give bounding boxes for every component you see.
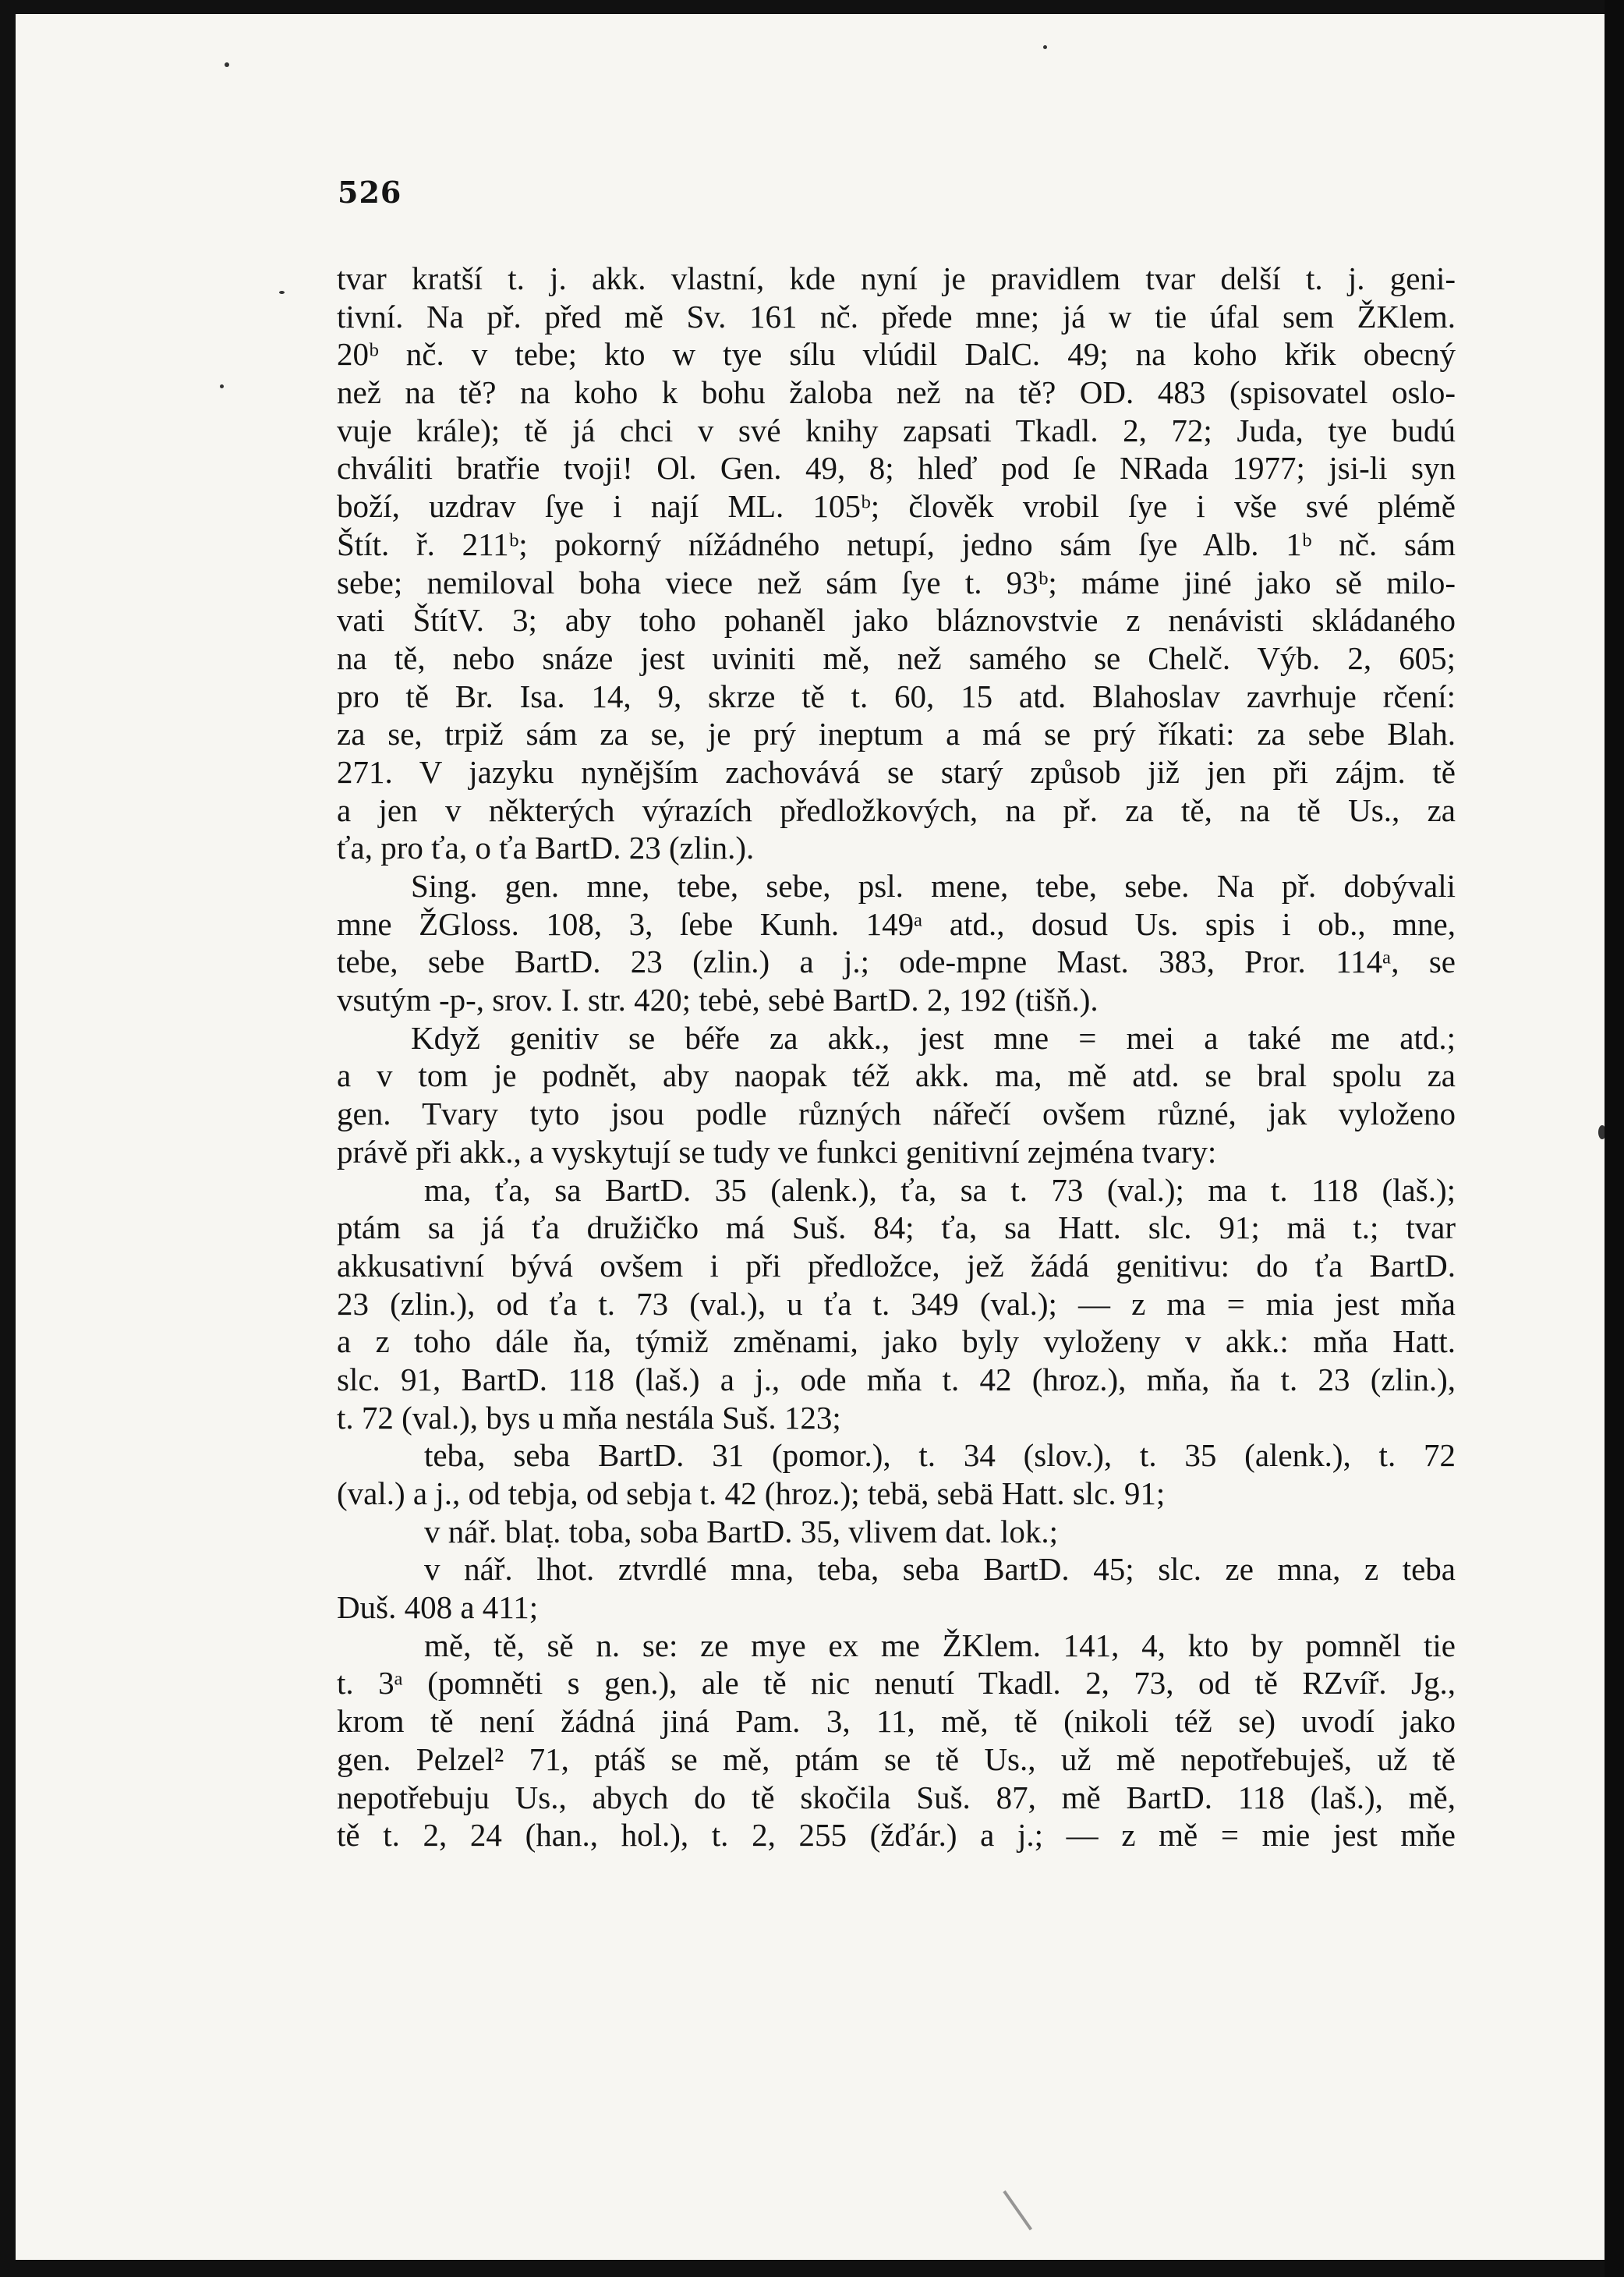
page-number: 526 [338,175,402,210]
text-line: Když genitiv se béře za akk., jest mne = mei a také me atd.; [411,1019,1456,1056]
text-line: 271. V jazyku nynějším zachovává se starý způsob již jen při zájm. tě [337,753,1456,790]
text-line: Duš. 408 a 411; [337,1589,539,1626]
text-line: Štít. ř. 211ᵇ; pokorný nížádného netupí, jedno sám ſye Alb. 1ᵇ nč. sám [337,526,1456,562]
text-line: sebe; nemiloval boha viece než sám ſye t. 93ᵇ; máme jiné jako sě milo- [337,564,1456,600]
text-line: chváliti bratřie tvoji! Ol. Gen. 49, 8; hleď pod ſe NRada 1977; jsi-li syn [337,450,1456,487]
body-text [337,260,1456,1854]
dust-speck [225,62,229,67]
scratch-mark [1003,2190,1032,2230]
text-line: slc. 91, BartD. 118 (laš.) a j., ode mňa t. 42 (hroz.), mňa, ňa t. 23 (zlin.), [337,1361,1456,1397]
text-line: tě t. 2, 24 (han., hol.), t. 2, 255 (žďár.) a j.; — z mě = mie jest mňe [337,1817,1456,1854]
text-line: vati ŠtítV. 3; aby toho pohaněl jako bláznovstvie z nenávisti skládaného [337,602,1456,639]
text-line: v nář. blaṭ. toba, soba BartD. 35, vlivem dat. lok.; [424,1513,1059,1549]
text-line: mne ŽGloss. 108, 3, ſebe Kunh. 149ᵃ atd., dosud Us. spis i ob., mne, [337,905,1456,942]
text-line: 23 (zlin.), od ťa t. 73 (val.), u ťa t. 349 (val.); — z ma = mia jest mňa [337,1285,1456,1322]
text-line: teba, seba BartD. 31 (pomor.), t. 34 (slov.), t. 35 (alenk.), t. 72 [424,1437,1456,1474]
dust-speck [1043,45,1047,49]
text-line: právě při akk., a vyskytují se tudy ve funkci genitivní zejména tvary: [337,1133,1217,1170]
dust-speck [279,291,285,294]
text-line: vsutým -p-, srov. I. str. 420; tebė, sebė BartD. 2, 192 (tišň.). [337,982,1099,1018]
text-line: (val.) a j., od tebja, od sebja t. 42 (hroz.); tebä, sebä Hatt. slc. 91; [337,1475,1166,1511]
text-line: a jen v některých výrazích předložkových, na př. za tě, na tě Us., za [337,791,1456,828]
text-line: než na tě? na koho k bohu žaloba než na tě? OD. 483 (spisovatel oslo- [337,374,1456,411]
text-line: vuje krále); tě já chci v své knihy zapsati Tkadl. 2, 72; Juda, tye budú [337,412,1456,448]
text-line: akkusativní bývá ovšem i při předložce, jež žádá genitivu: do ťa BartD. [337,1247,1456,1284]
scanned-page [16,14,1608,2260]
text-line: a v tom je podnět, aby naopak též akk. ma, mě atd. se bral spolu za [337,1057,1456,1094]
text-line: tebe, sebe BartD. 23 (zlin.) a j.; ode-mpne Mast. 383, Pror. 114ᵃ, se [337,944,1456,980]
text-line: pro tě Br. Isa. 14, 9, skrze tě t. 60, 15 atd. Blahoslav zavrhuje rčení: [337,678,1456,714]
text-line: v nář. lhot. ztvrdlé mna, teba, seba BartD. 45; slc. ze mna, z teba [424,1551,1456,1588]
text-line: Sing. gen. mne, tebe, sebe, psl. mene, tebe, sebe. Na př. dobývali [411,868,1456,904]
text-line: za se, trpiž sám za se, je prý ineptum a má se prý říkati: za sebe Blah. [337,716,1456,753]
text-line: nepotřebuju Us., abych do tě skočila Suš. 87, mě BartD. 118 (laš.), mě, [337,1779,1456,1815]
text-line: tvar kratší t. j. akk. vlastní, kde nyní je pravidlem tvar delší t. j. geni- [337,260,1456,296]
text-line: gen. Pelzel² 71, ptáš se mě, ptám se tě Us., už mě nepotřebuješ, už tě [337,1741,1456,1777]
text-line: krom tě není žádná jiná Pam. 3, 11, mě, tě (nikoli též se) uvodí jako [337,1703,1456,1740]
text-line: ptám sa já ťa družičko má Suš. 84; ťa, sa Hatt. slc. 91; mä t.; tvar [337,1209,1456,1246]
dust-speck [220,384,224,388]
text-line: 20ᵇ nč. v tebe; kto w tye sílu vlúdil DalC. 49; na koho křik obecný [337,336,1456,373]
text-line: na tě, nebo snáze jest uviniti mě, než samého se Chelč. Výb. 2, 605; [337,639,1456,676]
text-line: ťa, pro ťa, o ťa BartD. 23 (zlin.). [337,830,755,866]
text-line: gen. Tvary tyto jsou podle různých nářečí ovšem různé, jak vyloženo [337,1096,1456,1132]
text-line: tivní. Na př. před mě Sv. 161 nč. přede mne; já w tie úfal sem ŽKlem. [337,298,1456,335]
text-line: a z toho dále ňa, týmiž změnami, jako byly vyloženy v akk.: mňa Hatt. [337,1323,1456,1360]
text-line: t. 72 (val.), bys u mňa nestála Suš. 123; [337,1399,841,1436]
text-line: boží, uzdrav ſye i nají ML. 105ᵇ; člověk vrobil ſye i vše své plémě [337,488,1456,525]
text-line: mě, tě, sě n. se: ze mye ex me ŽKlem. 141, 4, kto by pomněl tie [424,1627,1456,1663]
text-line: t. 3ᵃ (pomněti s gen.), ale tě nic nenutí Tkadl. 2, 73, od tě RZvíř. Jg., [337,1665,1456,1702]
text-line: ma, ťa, sa BartD. 35 (alenk.), ťa, sa t. 73 (val.); ma t. 118 (laš.); [424,1171,1456,1208]
scan-edge [1605,0,1624,2277]
